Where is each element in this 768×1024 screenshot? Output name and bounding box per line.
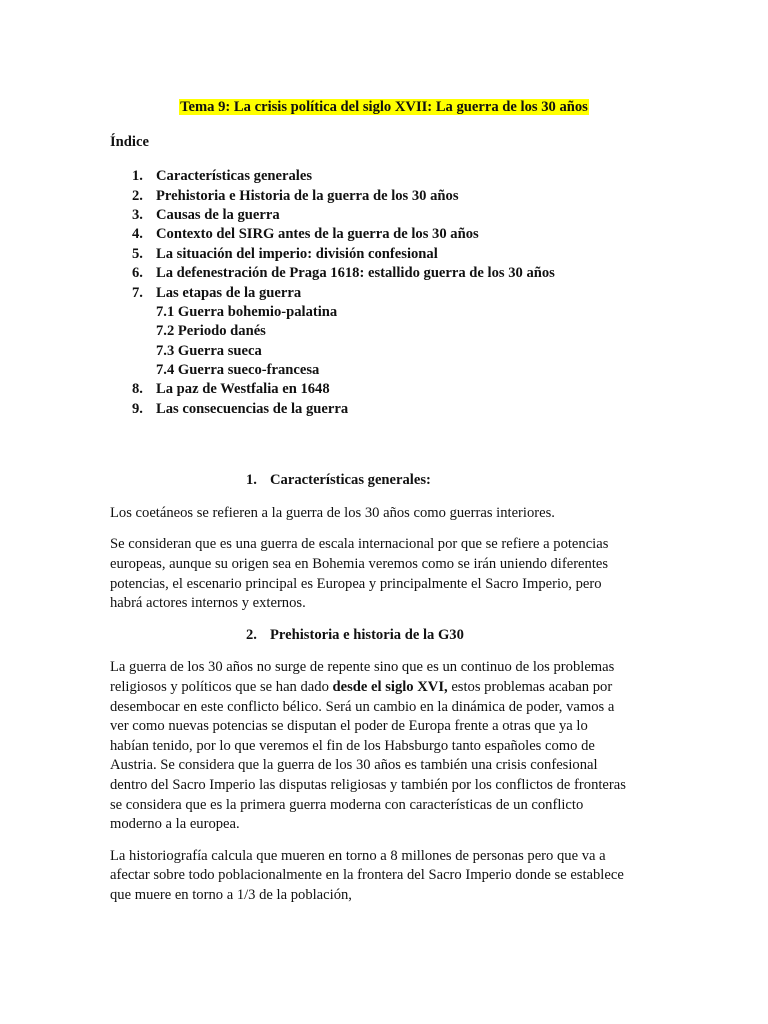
paragraph: La guerra de los 30 años no surge de repente sino que es un continuo de los problemas religiosos y políticos que se han dado desde el siglo XVI, estos problemas acaban por desembocar en este conflicto bélico. Será un cambio en la dinámica de poder, vamos a ver como nuevas potencias se disputan el poder de Europa frente a otras que ya lo habían tenido, por lo que veremos el fin de los Habsburgo tanto españoles como de Austria. Se considera que la guerra de los 30 años es también una crisis confesional dentro del Sacro Imperio las disputas religiosas y también por los conflictos de fronteras se considera que es la primera guerra moderna con características de un conflicto moderno a la europea.: [110, 659, 626, 833]
toc-item: 9. Las consecuencias de la guerra: [132, 400, 349, 417]
document-title: [110, 98, 658, 118]
highlighted-title: Tema 9: La crisis política del siglo XVII: La guerra de los 30 años: [180, 99, 588, 115]
toc-item: 7. Las etapas de la guerra: [132, 284, 302, 301]
toc-item: 5. La situación del imperio: división confesional: [132, 245, 438, 262]
paragraph: Los coetáneos se refieren a la guerra de los 30 años como guerras interiores.: [110, 504, 555, 521]
toc-item: 3. Causas de la guerra: [132, 206, 280, 223]
toc-item: 4. Contexto del SIRG antes de la guerra de los 30 años: [132, 226, 479, 243]
toc-subitem: 7.3 Guerra sueca: [156, 342, 262, 359]
paragraph: La historiografía calcula que mueren en torno a 8 millones de personas pero que va a afectar sobre todo poblacionalmente en la frontera del Sacro Imperio donde se establece que muere en torno a 1/3 de la población,: [110, 847, 624, 903]
toc-item: 2. Prehistoria e Historia de la guerra de los 30 años: [132, 187, 459, 204]
toc-item: 6. La defenestración de Praga 1618: estallido guerra de los 30 años: [132, 265, 555, 282]
toc-item: 8. La paz de Westfalia en 1648: [132, 381, 330, 398]
index-heading: Índice: [110, 133, 149, 150]
section-heading-2: 2. Prehistoria e historia de la G30: [246, 626, 464, 643]
section-heading-1: 1. Características generales:: [246, 472, 431, 489]
toc-subitem: 7.4 Guerra sueco-francesa: [156, 362, 320, 379]
toc-item: 1. Características generales: [132, 168, 313, 185]
toc-subitem: 7.2 Periodo danés: [156, 323, 266, 340]
paragraph: Se consideran que es una guerra de escala internacional por que se refiere a potencias europeas, aunque su origen sea en Bohemia veremos como se irán uniendo diferentes potencias, el escenario principal es Europea y principalmente el Sacro Imperio, pero habrá actores internos y externos.: [110, 536, 609, 612]
table-of-contents: [110, 167, 658, 419]
toc-subitem: 7.1 Guerra bohemio-palatina: [156, 303, 338, 320]
